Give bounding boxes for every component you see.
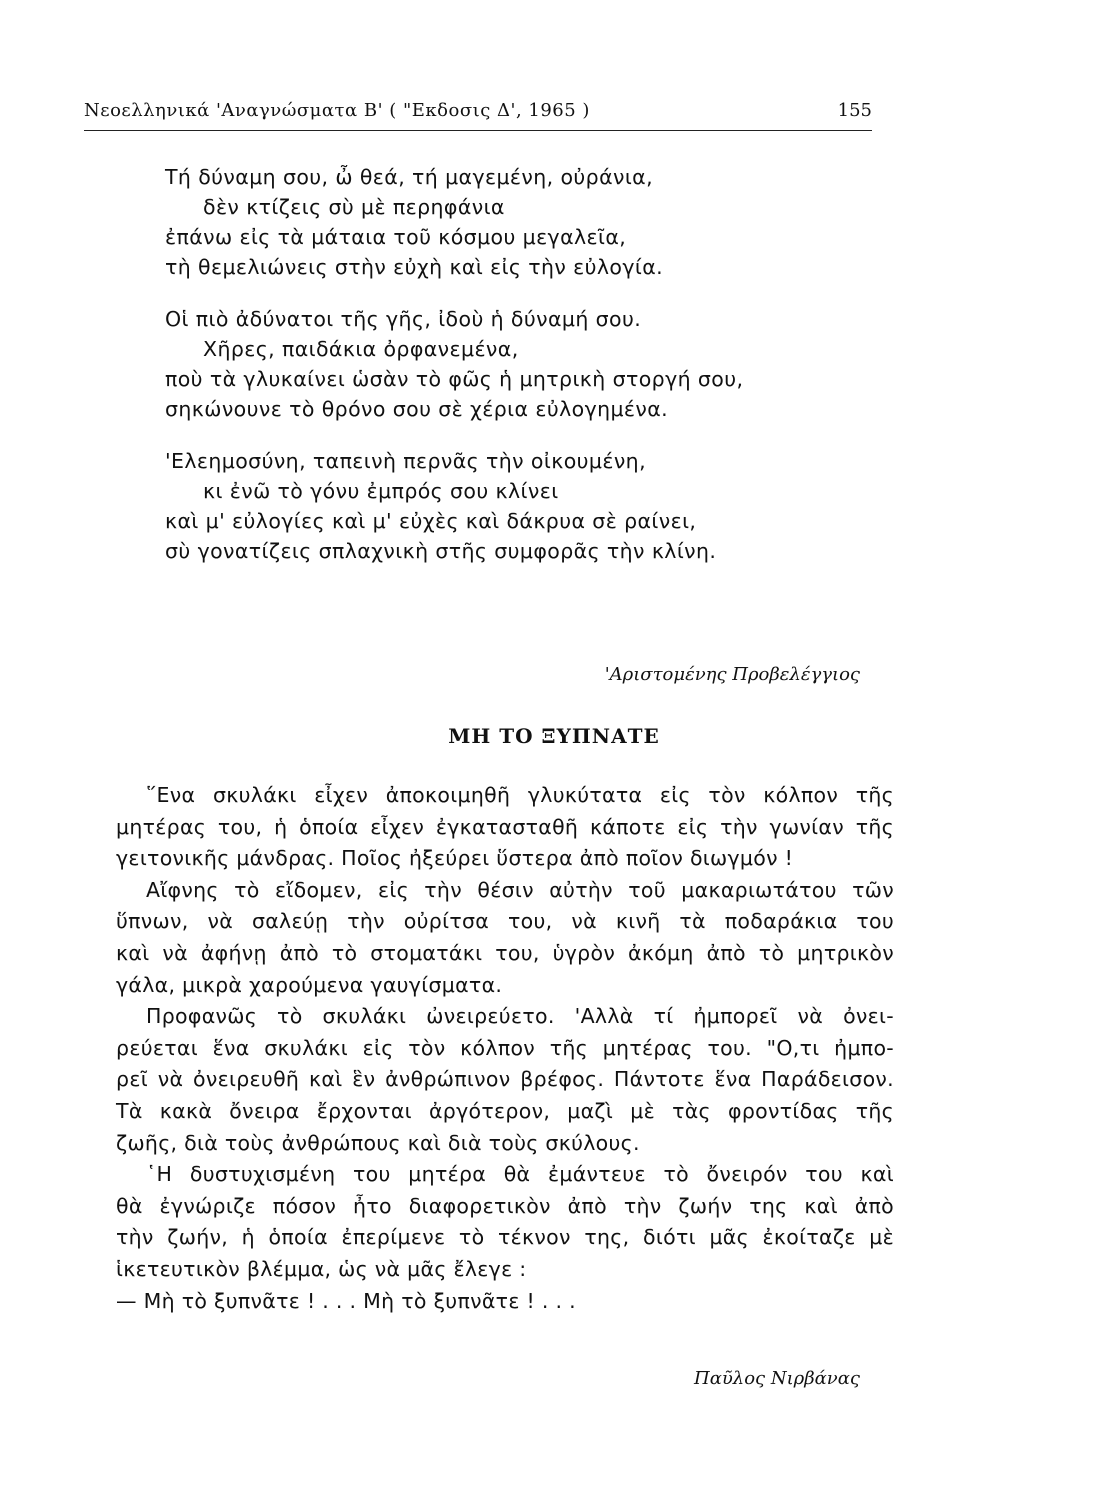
poem-line: 'Ελεημοσύνη, ταπεινὴ περνᾶς τὴν οἰκουμένη,: [165, 449, 646, 473]
poem-line: δὲν κτίζεις σὺ μὲ περηφάνια: [203, 195, 505, 219]
book-title: Νεοελληνικά 'Αναγνώσματα Β' ( "Εκδοσις Δ', 1965 ): [84, 100, 590, 121]
story-line: θὰ ἐγνώριζε πόσον ἦτο διαφορετικὸν ἀπὸ τὴν ζωήν της καὶ ἀπὸ: [116, 1193, 894, 1218]
story-line: Προφανῶς τὸ σκυλάκι ὠνειρεύετο. 'Αλλὰ τί ἠμπορεῖ νὰ ὀνει-: [146, 1004, 894, 1029]
story-body: [116, 780, 894, 1317]
story-author: Παῦλος Νιρβάνας: [694, 1368, 860, 1389]
story-line: ἱκετευτικὸν βλέμμα, ὡς νὰ μᾶς ἔλεγε :: [116, 1256, 527, 1281]
poem-line: Τή δύναμη σου, ὦ θεά, τή μαγεμένη, οὐράνια,: [165, 165, 653, 189]
poem-stanza: [165, 304, 885, 424]
story-line: — Μὴ τὸ ξυπνᾶτε ! . . . Μὴ τὸ ξυπνᾶτε ! . . .: [116, 1288, 576, 1313]
poem: [165, 162, 885, 588]
story-line: ῾Η δυστυχισμένη του μητέρα θὰ ἐμάντευε τὸ ὄνειρόν του καὶ: [146, 1162, 894, 1187]
poem-line: ποὺ τὰ γλυκαίνει ὡσὰν τὸ φῶς ἡ μητρικὴ στοργή σου,: [165, 367, 744, 391]
story-line: ζωῆς, διὰ τοὺς ἀνθρώπους καὶ διὰ τοὺς σκύλους.: [116, 1130, 640, 1155]
story-line: καὶ νὰ ἀφήνῃ ἀπὸ τὸ στοματάκι του, ὑγρὸν ἀκόμη ἀπὸ τὸ μητρικὸν: [116, 940, 894, 965]
poem-line: ἐπάνω εἰς τὰ μάταια τοῦ κόσμου μεγαλεῖα,: [165, 225, 627, 249]
running-header: [84, 96, 872, 131]
poem-line: καὶ μ' εὐλογίες καὶ μ' εὐχὲς καὶ δάκρυα σὲ ραίνει,: [165, 509, 697, 533]
story-line: ὕπνων, νὰ σαλεύῃ τὴν οὐρίτσα του, νὰ κινῆ τὰ ποδαράκια του: [116, 909, 894, 934]
poem-line: σὺ γονατίζεις σπλαχνικὴ στῆς συμφορᾶς τὴν κλίνη.: [165, 539, 717, 563]
poem-author: 'Αριστομένης Προβελέγγιος: [604, 664, 860, 685]
story-title: ΜΗ ΤΟ ΞΥΠΝΑΤΕ: [448, 724, 660, 748]
story-line: Τὰ κακὰ ὄνειρα ἔρχονται ἀργότερον, μαζὶ μὲ τὰς φροντίδας τῆς: [116, 1098, 894, 1123]
story-line: ρεῖ νὰ ὀνειρευθῆ καὶ ἓν ἀνθρώπινον βρέφος. Πάντοτε ἕνα Παράδεισον.: [116, 1067, 894, 1092]
page-number: 155: [837, 100, 872, 121]
story-line: γειτονικῆς μάνδρας. Ποῖος ἠξεύρει ὕστερα ἀπὸ ποῖον διωγμόν !: [116, 846, 794, 871]
story-line: ῞Ενα σκυλάκι εἶχεν ἀποκοιμηθῆ γλυκύτατα εἰς τὸν κόλπον τῆς: [146, 783, 894, 807]
poem-stanza: [165, 162, 885, 282]
poem-line: τὴ θεμελιώνεις στὴν εὐχὴ καὶ εἰς τὴν εὐλογία.: [165, 255, 664, 279]
poem-line: κι ἐνῶ τὸ γόνυ ἐμπρός σου κλίνει: [203, 479, 559, 503]
poem-line: Οἱ πιὸ ἀδύνατοι τῆς γῆς, ἰδοὺ ἡ δύναμή σου.: [165, 307, 642, 331]
poem-line: σηκώνουνε τὸ θρόνο σου σὲ χέρια εὐλογημένα.: [165, 397, 669, 421]
poem-stanza: [165, 446, 885, 566]
story-line: τὴν ζωήν, ἡ ὁποία ἐπερίμενε τὸ τέκνον της, διότι μᾶς ἐκοίταζε μὲ: [116, 1225, 894, 1250]
story-line: μητέρας του, ἡ ὁποία εἶχεν ἐγκατασταθῆ κάποτε εἰς τὴν γωνίαν τῆς: [116, 814, 894, 839]
poem-line: Χῆρες, παιδάκια ὀρφανεμένα,: [203, 337, 519, 361]
story-line: Αἴφνης τὸ εἴδομεν, εἰς τὴν θέσιν αὐτὴν τοῦ μακαριωτάτου τῶν: [146, 877, 894, 902]
story-line: ρεύεται ἕνα σκυλάκι εἰς τὸν κόλπον τῆς μητέρας του. "Ο,τι ἠμπο-: [116, 1035, 894, 1060]
story-line: γάλα, μικρὰ χαρούμενα γαυγίσματα.: [116, 972, 503, 997]
